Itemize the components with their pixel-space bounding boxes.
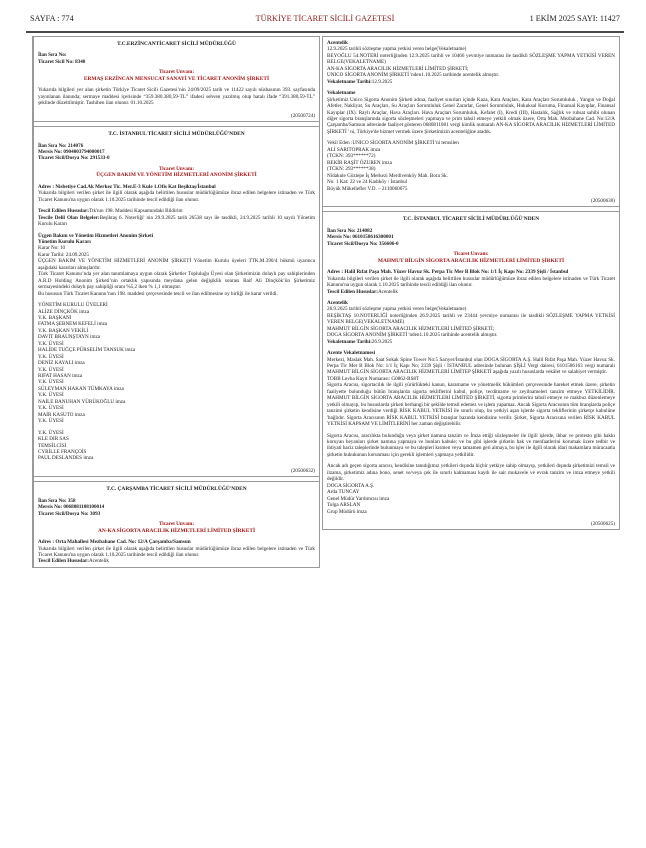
- company-address: Adres : Nisbetiye Cad.Ak Merkez Tic. Mer.E-3 Kule 1.Ofis Kat Beşiktaş/İstanbul: [38, 183, 216, 190]
- decision-title: Yönetim Kurulu Kararı: [38, 238, 91, 245]
- ilan-sira-no: İlan Sıra No: 214076: [38, 142, 84, 149]
- acentelik-lines: [327, 46, 615, 78]
- member-line: Y.K. ÜYESİ: [38, 340, 64, 347]
- signatory-line: BEKİR RAŞİT ÖZUREN imza: [327, 159, 392, 166]
- notice-intro: Yukarıda bilgileri verilen şirket ile ilgili olarak aşağıda belirtilen hususlar müdürlüğümüze ibraz edilen belgelere istinaden ve Türk Ticaret Kanunu'na uygun olarak 1.10.2025 tarihinde tescil edildiği ilan olunur.: [38, 545, 315, 558]
- members-list-2: [38, 430, 315, 462]
- company-address: Adres : Orta Mahallesi Mezbahane Cad. No: 12/A Çarşamba/Samsun: [38, 539, 191, 546]
- company-name: MAHMUT BİLGİN SİGORTA ARACILIK HİZMETLERİ LİMİTED ŞİRKETİ: [377, 257, 565, 264]
- acentelik-line: 12.9.2025 tarihli sözleşme yapma yetkisi veren belge(Vekaletname): [327, 46, 467, 53]
- member-line: DAVİT BRAUNŞTAYN imza: [38, 334, 101, 341]
- authority-paragraph-2: Sigorta Aracısı, aracılıkta bulunduğu veya şirket namına tanzim ve İmza ettiği sözleşmeler ile ilgili işlerde, ihbar ve protesto gibi hakkı koruyan beyanları şirket namına yapmaya ve bunları kabule; ve bu gibi işlerde şirketin hak ve menfaatlerini korumak üzere tedbir ve ihtiyati haciz taleplerinde bulunmaya ve bu talepleri kısmen veya tamamen geri almaya, bu işler ile ilgili olarak idari makamlara müracaatla şirketin hukukunun korunması için gerekli işlemleri yapmaya yetkilidir.: [327, 432, 615, 458]
- office-heading: T.C. İSTANBUL TİCARET SİCİLİ MÜDÜRLÜĞÜ'NDEN: [108, 131, 245, 138]
- mersis-no: Mersis No: 0904003794000017: [38, 148, 105, 155]
- tescil-value: Acentelik: [377, 288, 398, 295]
- title-label: Ticaret Unvanı:: [158, 69, 195, 76]
- ilan-sira-no: İlan Sıra No: 214082: [327, 227, 373, 234]
- ilan-sira-no: İlan Sıra No:: [38, 52, 67, 59]
- sicil-dosya-no: Ticaret Sicil/Dosya No: 356606-0: [327, 240, 399, 247]
- vekaletname-body: Şirketimiz Unico Sigorta Anonim Şirketi adına, faaliyet sınırları içinde Kaza, Kara Araçları, Kara Araçları Sorumluluk , Yangın ve Doğal Afetler, Nakliyat, Su Araçları, Su Araçları Sorumluluk Genel Zararlar, Genel Sorumluluk, Hukuksal Koruma, Finansal Kayıplar, Finansal Kayıplar (IX). Raylı Araçlar, Hava Araçları. Hava Araçları Sorumluluk, Kefalet (I), Kredi (III), Hastalık, Sağlık ve ruhsat sahibi olunan diğer sigorta branşlarında sigorta sözleşmeleri yapmaya ve prim tahsil etmeye yetkili olmak üzere, Orta Mah. Mezbahane Cad. No:12/A Çarşamba/Samsun adresinde faaliyet gösteren 0680811081 vergi kimlik numaralı AN-KA SİGORTA ARACILIK HİZMETLERİ LİMİTED ŞİRKETİ ' ni, Türkiye'de hizmet vermek üzere Şirketimizin acenteliğine atadık.: [327, 96, 615, 135]
- member-line: Y.K. ÜYESİ: [38, 429, 64, 436]
- decision-body-3: Bu hususun Türk Ticaret Kanunu’nun 198. maddesi çerçevesinde tescil ve ilan edilmesine oy birliği ile karar verildi.: [38, 290, 278, 297]
- notice-carsamba-continued: [322, 36, 620, 207]
- vekaletname-date-label: Vekaletname Tarihi:: [327, 338, 372, 345]
- company-name: ÜÇGEN BAKIM VE YÖNETİM HİZMETLERİ ANONİM ŞİRKETİ: [96, 172, 257, 179]
- masthead-rule: [26, 31, 624, 33]
- vekaletname-date-label: Vekaletname Tarihi:: [327, 78, 372, 85]
- karar-no: Karar No: 10: [38, 245, 66, 252]
- member-line: RIFAT HASAN imza: [38, 373, 83, 380]
- acentelik-line: 26.9.2025 tarihli sözleşme yapma yetkisi veren belge(Vekaletname): [327, 306, 467, 313]
- notice-istanbul-ucgen: [32, 126, 320, 477]
- tescil-label: Tescil Edilen Hususlar:: [38, 208, 89, 215]
- signatory-line: Büyük Mükellefler V.D. – 2110060675: [327, 185, 408, 192]
- signatory-line: No. 1 Kat: 22 ve 24 Kadıköy / İstanbul: [327, 179, 408, 186]
- signatories: [327, 140, 615, 192]
- gazette-title: TÜRKİYE TİCARET SİCİLİ GAZETESİ: [255, 14, 395, 23]
- vekaletname-heading: Vekaletname: [327, 90, 356, 97]
- authority-paragraph-3: Ancak adı geçen sigorta aracısı, kendisine tanıdığımız yetkileri dışında hiçbir yetkiye sahip olmayıp, yetkileri dışında şirketimizi temsil ve ilzama, şirketimiz adına bono, senet ve/veya çek ile sınırlı kalmaması kaydı ile sair mukavele ve evrak tanzim ve imza etmeye yetkili değildir.: [327, 463, 615, 483]
- signatory-line: Tolga ARSLAN: [327, 502, 361, 509]
- notice-ref: (20500724): [291, 112, 315, 119]
- company-name: ERMAŞ ERZİNCAN MENSUCAT SANAYİ VE TİCARET ANONİM ŞİRKETİ: [83, 75, 270, 82]
- member-line: Y.K. ÜYESİ: [38, 392, 64, 399]
- notice-erzincan: [32, 36, 320, 122]
- notice-istanbul-mahmut-bilgin: [322, 211, 620, 530]
- member-line: Y.K. ÜYESİ: [38, 405, 64, 412]
- signatory-line: (TCKN: 293******38): [327, 166, 376, 173]
- notice-body: Yukarıda bilgileri yer alan şirketin Türkiye Ticaret Sicili Gazetesi’nin 24/09/2025 tarih ve 11422 sayılı nüshasının 393. sayfasında yayınlanan ilanında; sermaye maddesi içerisinde “359.380.380,59-TL” ifadesi sehven yazılmış olup hatalı ifade “391.380,59-TL” şeklinde düzeltilmiştir. Tashihen ilan olunur. 01.10.2025: [38, 87, 315, 107]
- signatory-line: ALİ SARITOPRAK imza: [327, 146, 381, 153]
- sicil-dosya-no: Ticaret Sicil/Dosya No: 291533-0: [38, 155, 110, 162]
- notice-meta: [38, 143, 315, 162]
- tescil-label: Tescil Edilen Hususlar:: [38, 558, 89, 565]
- company-address: Adres : Halil Rıfat Paşa Mah. Yüzer Havuz Sk. Perpa Tic Mer B Blok No: 1/1 İç Kapı No: 2339 Şişli / İstanbul: [327, 269, 569, 276]
- signatory-line: Nidakule Göztepe İş Merkezi Merdivenköy Mah. Bora Sk.: [327, 172, 448, 179]
- left-column: [32, 36, 320, 568]
- acentelik-lines: [327, 306, 615, 338]
- notice-ref: (20500625): [591, 521, 615, 527]
- acentelik-line: BEŞİKTAŞ 10.NOTERLİĞİ noterliğinden 26.9.2025 tarihli ve 23444 yevmiye numarası ile tasdikli SÖZLEŞME YAPMA YETKİSİ VEREN BELGE(VEKALETNAME): [327, 312, 615, 326]
- signatory-line: DOGA SİGORTA A.Ş.: [327, 482, 375, 489]
- acentelik-line: DOGA SİGORTA ANONİM ŞİRKETİ 'nden1.10.2025 tarihinde acentelik almıştır.: [327, 332, 498, 339]
- member-line: Y.K. BAŞKANI: [38, 314, 72, 321]
- ilan-sira-no: İlan Sıra No: 358: [38, 497, 76, 504]
- member-line: PAUL DESLANDES imza: [38, 455, 94, 462]
- page-number: SAYFA : 774: [30, 14, 74, 23]
- member-line: Y.K. ÜYESİ: [38, 379, 64, 386]
- notice-intro: Yukarıda bilgileri verilen şirket ile ilgili olarak aşağıda belirtilen hususlar müdürlüğümüze ibraz edilen belgelere istinaden ve Türk Ticaret Kanunu'na uygun olarak 1.10.2025 tarihinde tescil edildiği ilan olunur.: [38, 190, 315, 203]
- notice-carsamba: [32, 481, 320, 568]
- member-line: MAİR KASUTO imza: [38, 411, 85, 418]
- tescil-label: Tescil Edilen Hususlar:: [327, 288, 378, 295]
- notice-meta: [38, 52, 315, 65]
- mersis-no: Mersis No: 0610158616300001: [327, 234, 394, 241]
- member-line: KLE DIR SAS: [38, 436, 69, 443]
- notice-meta: [38, 498, 315, 517]
- authority-paragraph-1: Sigorta Aracısı, sigortacılık ile ilgili yürürlükteki kanun, kararname ve yönetmelik hükümleri çerçevesinde hareket etmek üzere, şirketin faaliyette bulunduğu bütün branşlarda sigorta tekliflerini kabul, poliçe, tecditname ve zeyilnameleri tanzim etmeye YETKİLİDİR. MAHMUT BİLGİN SİGORTA ARACILIK HİZMETLERİ LİMİTED ŞİRKETİ, sigorta primlerini tahsil etmeye ve makbuz düzenlemeye yetkili olmayıp, bu hususlarda şirketi herhangi bir şekilde temsil edemez ve işlem yapamaz. Ancak Sigorta Aracısının tüm branşlarda poliçe tanzimi şirketin kendisine verdiği RİSK KABUL YETKİSİ ile sınırlı olup, bu yetkiyi aşan işlerde sigorta tekliflerinin şirketçe kabulüne 'bağlıdır. Sigorta Aracısının RİSK KABUL YETKİSİ branşlar bazında kendisine verilir. Şirket, Sigorta Aracısına verilen RİSK KABUL YETKİSİ KAPSAM VE LİMİTLERİNİ her zaman değiştirebilir.: [327, 382, 615, 428]
- tobb-number: TOBB Levha Kayıt Numarası: G0862-RS8T: [327, 375, 420, 382]
- acentelik-heading: Acentelik: [327, 299, 348, 306]
- signatory-line: Arda TUNCAY: [327, 489, 360, 496]
- notice-ref: (20500632): [291, 467, 315, 474]
- title-label: Ticaret Unvanı:: [158, 521, 195, 528]
- title-label: Ticaret Unvanı:: [158, 165, 195, 172]
- right-column: [322, 36, 620, 530]
- office-heading: T.C.ERZİNCANTİCARET SİCİLİ MÜDÜRLÜĞÜ: [117, 41, 236, 47]
- acente-vekaletnamesi-heading: Acente Vekaletnamesi: [327, 350, 376, 357]
- karar-tarihi: Karar Tarihi: 24.09.2025: [38, 251, 89, 258]
- acentelik-line: MAHMUT BİLGİN SİGORTA ARACILIK HİZMETLERİ LİMİTED ŞİRKETİ;: [327, 325, 495, 332]
- office-heading: T.C. İSTANBUL TİCARET SİCİLİ MÜDÜRLÜĞÜ'NDEN: [402, 216, 540, 223]
- acentelik-heading: Acentelik: [327, 40, 348, 46]
- member-line: NAİLE BANUHAN YÜRÜKOĞLU imza: [38, 398, 126, 405]
- acente-vekaletnamesi-body: Merkezi, Maslak Mah. Saat Sokak Spine Tower No:5 Sarıyer/İstanbul olan DOGA SİGORTA A.Ş. Halil Rıfat Paşa Mah. Yüzer Havuz Sk. Perpa Tic Mer B Blok No: 1/1 İç Kapı No; 2339 Şişli / İSTANBUL adresinde bulunan ŞİŞLİ Vergi dairesi, 6101586163 vergi numaralı MAHMUT BİLGİN SİGORTA ARACILIK HİZMETLERİ LİMİTEP ŞİRKETİ aşağıda yazılı hususlarda vekâlet ve salahiyet vermiştir.: [327, 356, 615, 376]
- signatory-line: Vekil Eden :UNICO SİGORTA ANONİM ŞİRKETİ’ni temsilen: [327, 140, 459, 147]
- sicil-dosya-no: Ticaret Sicil/Dosya No: 3093: [38, 510, 101, 517]
- members-heading: YÖNETİM KURULU ÜYELERİ: [38, 302, 108, 309]
- sicil-no: Ticaret Sicil No: 8340: [38, 58, 86, 65]
- member-line: Y.K. ÜYESİ: [38, 366, 64, 373]
- tescil-line: [38, 558, 315, 564]
- vekaletname-date-value: 12.9.2025: [371, 78, 393, 85]
- notice-meta: [327, 228, 615, 247]
- member-line: SÜLEYMAN HAKAN TÜMKAYA imza: [38, 385, 124, 392]
- decision-company: Üçgen Bakım ve Yönetim Hizmetleri Anonim Şirketi: [38, 232, 154, 239]
- member-line: ALİZE DİNÇKÖK imza: [38, 308, 90, 315]
- member-line: HALİDE TUĞÇE PÜRSELİM TANSUK imza: [38, 347, 136, 354]
- masthead: [26, 14, 624, 28]
- tescil-value: Acentelik: [88, 558, 109, 565]
- signatory-line: (TCKN: 393******72): [327, 153, 376, 160]
- title-label: Ticaret Unvanı:: [453, 251, 489, 258]
- company-name: AN-KA SİGORTA ARACILIK HİZMETLERİ LİMİTED ŞİRKETİ: [97, 527, 256, 534]
- member-line: CYRİLLE FRANÇOİS: [38, 449, 87, 456]
- acentelik-line: UNICO SİGORTA ANONİM ŞİRKETİ 'nden1.10.2025 tarihinde acentelik almıştır.: [327, 72, 500, 79]
- office-heading: T.C. ÇARŞAMBA TİCARET SİCİLİ MÜDÜRLÜĞÜ'NDEN: [106, 486, 247, 493]
- belge-label: Tescile Delil Olan Belgeler:: [38, 214, 100, 221]
- vekaletname-date-value: 26.9.2025: [371, 338, 393, 345]
- members-list: [38, 309, 315, 425]
- issue-info: 1 EKİM 2025 SAYI: 11427: [529, 14, 620, 23]
- decision-body: ÜÇGEN BAKIM VE YÖNETİM HİZMETLERİ ANONİM ŞİRKETİ Yönetim Kurulu üyeleri TTK.M.390/4 hükmü uyarınca aşağıdaki kararları almışlardır.: [38, 258, 315, 271]
- signatory-line: Grup Müdürü imza: [327, 508, 367, 515]
- decision-body-2: Türk Ticaret Kanunu’nda yer alan tanımlamaya uygun olarak Şirketler Topluluğu Üyesi olan Şirketimizin dolaylı pay sahiplerinden A.R.D Holding Anonim Şirketi’nin ortaklık yapısında meydana gelen değişiklik sonrası Raif Ali Dinçkök’ün Şirketimiz sermayesindeki dolaylı pay sahipliği oranı %5,2 iken % 1,1 olmuştur.: [38, 271, 315, 291]
- member-line: TEMSİLCİSİ: [38, 442, 67, 449]
- member-line: Y.K. ÜYESİ: [38, 353, 64, 360]
- signatory-line: Genel Müdür Yardımcısı imza: [327, 495, 390, 502]
- signatories: [327, 483, 615, 515]
- notice-intro: Yukarıda bilgileri verilen şirket ile ilgili olarak aşağıda belirtilen hususlar müdürlüğümüze ibraz edilen belgelere istinaden ve Türk Ticaret Kanunu'na uygun olarak 1.10.2025 tarihinde tescil edildiği ilan olunur.: [327, 275, 615, 289]
- acentelik-line: BEYOĞLU 54.NOTERİ noterliğinden 12.9.2025 tarihli ve 10466 yevmiye numarası ile tasdikli SÖZLEŞME YAPMA YETKİSİ VEREN BELGE(VEKALETNAME): [327, 52, 615, 66]
- member-line: Y.K. BAŞKAN VEKİLİ: [38, 327, 89, 334]
- member-line: FATMA ŞEBNEM KEFELİ imza: [38, 321, 108, 328]
- belge-line: [38, 215, 315, 228]
- notice-ref: (20500630): [591, 197, 615, 204]
- member-line: Y.K. ÜYESİ: [38, 418, 64, 425]
- tescil-value: Ttk'nın 198. Maddesi Kapsamındaki Bildirim: [88, 208, 183, 215]
- member-line: DENİZ KAYALI imza: [38, 360, 85, 367]
- belge-value: Beşiktaş 6. Noterliği' nin 29.9.2025 tarih 26538 sayı ile tasdikli, 24.9.2025 tarihli 10 sayılı Yönetim Kurulu Kararı: [38, 214, 315, 228]
- mersis-no: Mersis No: 0068081108100014: [38, 504, 105, 511]
- acentelik-line: AN-KA SİGORTA ARACILIK HİZMETLERİ LİMİTED ŞİRKETİ;: [327, 65, 469, 72]
